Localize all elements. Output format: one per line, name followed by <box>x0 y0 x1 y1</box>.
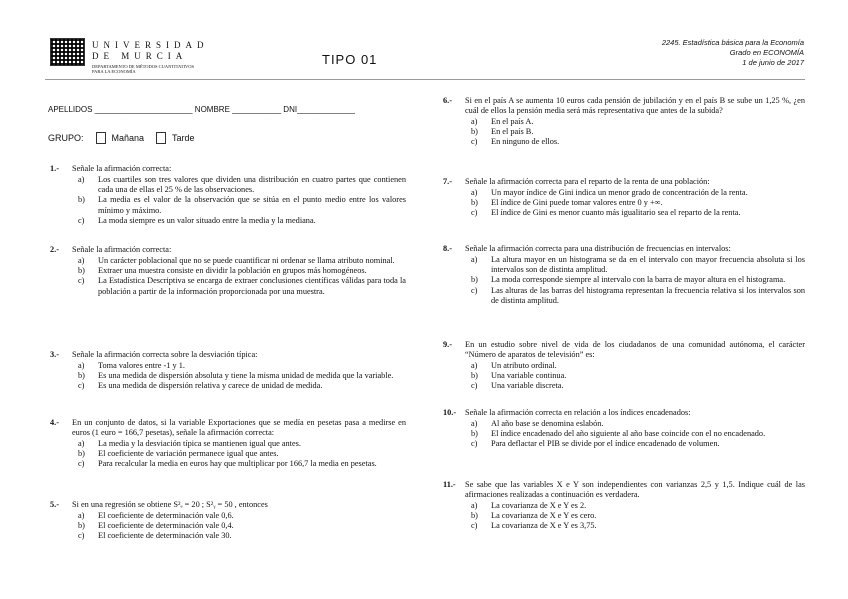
option-text: Las alturas de las barras del histograma representan la frecuencia relativa si los intervalos son de distinta amplitud. <box>491 285 805 305</box>
university-line1: UNIVERSIDAD <box>92 40 209 50</box>
answer-options <box>471 255 805 306</box>
option-text: El coeficiente de variación permanece igual que antes. <box>98 449 279 459</box>
question-number: 1.- <box>50 164 59 173</box>
question-number: 10.- <box>443 408 457 417</box>
question-stem: En un conjunto de datos, si la variable Exportaciones que se medía en pesetas pasa a medirse en euros (1 euro = 166,7 pesetas), señale la afirmación correcta: <box>72 418 406 438</box>
question-stem: En un estudio sobre nivel de vida de los ciudadanos de una comunidad autónoma, el carácter “Número de aparatos de televisión” es: <box>465 340 805 360</box>
tarde-checkbox[interactable] <box>156 132 166 144</box>
course-info <box>662 38 804 68</box>
option-letter: a) <box>471 361 478 370</box>
degree: Grado en ECONOMÍA <box>729 48 804 57</box>
answer-options <box>78 361 406 392</box>
question-number: 8.- <box>443 244 452 253</box>
question-stem: Señale la afirmación correcta: <box>72 164 172 173</box>
option-letter: c) <box>78 459 85 469</box>
option-text: El índice de Gini es menor cuanto más igualitario sea el reparto de la renta. <box>491 208 741 218</box>
option-text: La moda corresponde siempre al intervalo con la barra de mayor altura en el histograma. <box>491 275 786 285</box>
option-letter: b) <box>78 371 85 381</box>
answer-options <box>471 117 805 148</box>
option-letter: c) <box>471 208 478 218</box>
header-divider <box>45 79 805 80</box>
answer-option[interactable] <box>471 137 805 147</box>
option-letter: b) <box>471 511 478 521</box>
option-letter: c) <box>78 215 85 225</box>
answer-options <box>78 439 406 470</box>
answer-options <box>78 256 406 297</box>
answer-option[interactable] <box>471 198 805 208</box>
answer-options <box>471 188 805 219</box>
answer-option[interactable] <box>471 381 805 391</box>
question-stem: Se sabe que las variables X e Y son independientes con varianzas 2,5 y 1,5. Indique cuál de las afirmaciones realizadas a continuación es verdadera. <box>465 480 805 500</box>
option-text: Los cuartiles son tres valores que dividen una distribución en cuatro partes que contienen cada una de ellas el 25 % de las observaciones. <box>98 175 406 195</box>
option-text: La media y la desviación típica se mantienen igual que antes. <box>98 439 301 448</box>
option-text: Es una medida de dispersión relativa y carece de unidad de medida. <box>98 381 323 391</box>
option-letter: a) <box>78 511 85 520</box>
question-stem: Señale la afirmación correcta para el reparto de la renta de una población: <box>465 177 710 186</box>
option-text: Una variable continua. <box>491 371 567 381</box>
answer-option[interactable] <box>471 127 805 137</box>
option-letter: c) <box>78 531 85 541</box>
answer-option[interactable] <box>78 521 406 531</box>
question-number: 11.- <box>443 480 456 489</box>
university-name <box>92 40 209 62</box>
option-text: Al año base se denomina eslabón. <box>491 419 604 428</box>
exam-date: 1 de junio de 2017 <box>742 58 804 67</box>
answer-option[interactable] <box>471 361 805 371</box>
answer-option[interactable] <box>471 275 805 285</box>
answer-option[interactable] <box>78 216 406 226</box>
option-text: El índice encadenado del año siguiente al año base coincide con el no encadenado. <box>491 429 766 439</box>
option-letter: b) <box>471 198 478 208</box>
question-stem: Si en una regresión se obtiene S²ₑ = 20 ; S²ᵧ = 50 , entonces <box>72 500 268 509</box>
answer-option[interactable] <box>471 255 805 275</box>
question-number: 4.- <box>50 418 59 427</box>
question-number: 6.- <box>443 96 452 105</box>
option-letter: a) <box>471 419 478 428</box>
answer-option[interactable] <box>471 117 805 127</box>
option-letter: a) <box>78 439 85 448</box>
answer-option[interactable] <box>78 511 406 521</box>
option-letter: b) <box>78 195 85 205</box>
department-name: DEPARTAMENTO DE MÉTODOS CUANTITATIVOS PARA LA ECONOMÍA <box>92 64 195 74</box>
option-letter: c) <box>78 381 85 391</box>
option-text: El coeficiente de determinación vale 0,4. <box>98 521 234 531</box>
option-letter: a) <box>78 361 85 370</box>
option-letter: a) <box>471 188 478 197</box>
answer-options <box>471 361 805 392</box>
answer-option[interactable] <box>471 371 805 381</box>
option-text: Un mayor índice de Gini indica un menor grado de concentración de la renta. <box>491 188 748 197</box>
option-text: Un carácter poblacional que no se puede cuantificar ni ordenar se llama atributo nominal. <box>98 256 395 265</box>
option-letter: c) <box>471 381 478 391</box>
answer-options <box>471 419 805 450</box>
option-letter: c) <box>471 285 478 295</box>
question-number: 5.- <box>50 500 59 509</box>
option-text: Una variable discreta. <box>491 381 564 391</box>
university-line2: DE MURCIA <box>92 51 188 61</box>
question-stem: Señale la afirmación correcta para una distribución de frecuencias en intervalos: <box>465 244 731 253</box>
answer-option[interactable] <box>471 501 805 511</box>
option-letter: b) <box>471 429 478 439</box>
answer-option[interactable] <box>78 439 406 449</box>
option-text: El coeficiente de determinación vale 30. <box>98 531 232 541</box>
group-selector <box>48 132 195 144</box>
question-number: 2.- <box>50 245 59 254</box>
option-letter: b) <box>78 521 85 531</box>
answer-option[interactable] <box>78 449 406 459</box>
option-letter: c) <box>78 276 85 286</box>
answer-options <box>471 501 805 532</box>
option-text: La media es el valor de la observación que se sitúa en el punto medio entre los valores mínimo y máximo. <box>98 195 406 215</box>
option-text: Para deflactar el PIB se divide por el índice encadenado de volumen. <box>491 439 720 449</box>
answer-option[interactable] <box>78 266 406 276</box>
option-text: Es una medida de dispersión absoluta y tiene la misma unidad de medida que la variable. <box>98 371 394 381</box>
answer-option[interactable] <box>78 195 406 215</box>
answer-option[interactable] <box>471 188 805 198</box>
option-text: En el país B. <box>491 127 534 137</box>
answer-option[interactable] <box>471 419 805 429</box>
question-stem: Señale la afirmación correcta en relación a los índices encadenados: <box>465 408 691 417</box>
option-letter: a) <box>78 256 85 265</box>
answer-option[interactable] <box>78 361 406 371</box>
question-number: 9.- <box>443 340 452 349</box>
option-letter: c) <box>471 521 478 531</box>
option-letter: b) <box>471 275 478 285</box>
question-number: 3.- <box>50 350 59 359</box>
option-letter: a) <box>471 501 478 510</box>
option-letter: a) <box>471 117 478 126</box>
option-letter: b) <box>471 127 478 137</box>
answer-option[interactable] <box>471 521 805 531</box>
option-text: El coeficiente de determinación vale 0,6. <box>98 511 234 520</box>
option-text: Toma valores entre -1 y 1. <box>98 361 185 370</box>
answer-option[interactable] <box>78 256 406 266</box>
option-letter: a) <box>471 255 478 264</box>
manana-checkbox[interactable] <box>96 132 106 144</box>
answer-option[interactable] <box>78 371 406 381</box>
group-label: GRUPO: <box>48 133 84 143</box>
option-text: La covarianza de X e Y es 3,75. <box>491 521 597 531</box>
university-seal-logo <box>50 38 85 66</box>
option-text: Para recalcular la media en euros hay que multiplicar por 166,7 la media en pesetas. <box>98 459 377 469</box>
option-text: La covarianza de X e Y es 2. <box>491 501 587 510</box>
option-letter: a) <box>78 175 85 184</box>
answer-option[interactable] <box>78 175 406 195</box>
question-stem: Señale la afirmación correcta: <box>72 245 172 254</box>
course-code: 2245. Estadística básica para la Economía <box>661 38 804 47</box>
answer-option[interactable] <box>471 286 805 306</box>
option-letter: b) <box>78 266 85 276</box>
answer-option[interactable] <box>471 439 805 449</box>
option-text: La altura mayor en un histograma se da en el intervalo con mayor frecuencia absoluta si los intervalos son de distinta amplitud. <box>491 255 805 275</box>
answer-option[interactable] <box>78 459 406 469</box>
answer-option[interactable] <box>78 381 406 391</box>
answer-option[interactable] <box>471 208 805 218</box>
option-letter: c) <box>471 439 478 449</box>
answer-option[interactable] <box>471 511 805 521</box>
answer-options <box>78 175 406 226</box>
option-text: La covarianza de X e Y es cero. <box>491 511 597 521</box>
question-stem: Si en el país A se aumenta 10 euros cada pensión de jubilación y en el país B se sube un 1,25 %, ¿en cuál de ellos la pensión media será más representativa que antes de la subida? <box>465 96 805 116</box>
option-text: En ninguno de ellos. <box>491 137 560 147</box>
tarde-label: Tarde <box>172 133 195 143</box>
option-text: La Estadística Descriptiva se encarga de extraer conclusiones científicas válidas para toda la población a partir de la información proporcionada por una muestra. <box>98 276 406 296</box>
exam-type: TIPO 01 <box>322 52 378 67</box>
name-fields[interactable]: APELLIDOS ______________________ NOMBRE ___________ DNI_____________ <box>48 105 355 114</box>
answer-option[interactable] <box>78 531 406 541</box>
option-text: El índice de Gini puede tomar valores entre 0 y +∞. <box>491 198 663 208</box>
option-letter: b) <box>471 371 478 381</box>
answer-option[interactable] <box>78 276 406 296</box>
manana-label: Mañana <box>111 133 145 143</box>
option-text: En el país A. <box>491 117 534 126</box>
answer-option[interactable] <box>471 429 805 439</box>
answer-options <box>78 511 406 542</box>
option-letter: b) <box>78 449 85 459</box>
question-number: 7.- <box>443 177 452 186</box>
question-stem: Señale la afirmación correcta sobre la desviación típica: <box>72 350 258 359</box>
option-text: La moda siempre es un valor situado entre la media y la mediana. <box>98 215 316 225</box>
option-letter: c) <box>471 137 478 147</box>
option-text: Extraer una muestra consiste en dividir la población en grupos más homogéneos. <box>98 266 367 276</box>
option-text: Un atributo ordinal. <box>491 361 557 370</box>
